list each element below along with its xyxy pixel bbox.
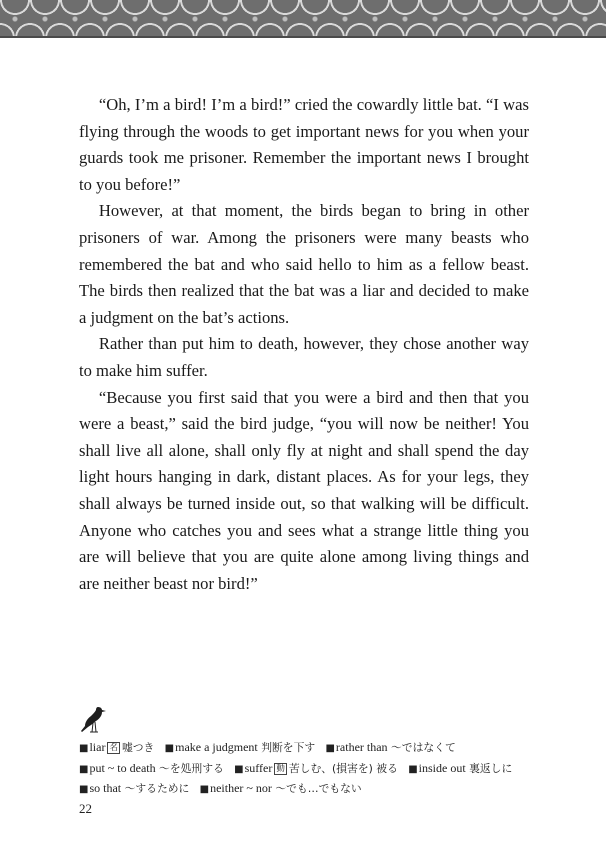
- glossary-item: ■ inside out 裏返しに: [408, 762, 512, 775]
- story-text: [79, 92, 529, 597]
- glossary-item: ■ so that 〜するために: [79, 782, 189, 795]
- glossary-item: ■ suffer 動 苦しむ、(損害を) 被る: [234, 762, 398, 775]
- glossary-item: ■ make a judgment 判断を下す: [165, 741, 316, 754]
- paragraph: Rather than put him to death, however, they chose another way to make him suffer.: [79, 334, 529, 380]
- bird-icon: [78, 704, 108, 736]
- paragraph: “Oh, I’m a bird! I’m a bird!” cried the cowardly little bat. “I was flying through the woods to get important news for you when your guards took me prisoner. Remember the important news I brought to you before!”: [79, 95, 529, 194]
- glossary-item: ■ liar 名 嘘つき: [79, 741, 154, 754]
- glossary-item: ■ rather than 〜ではなくて: [325, 741, 455, 754]
- glossary-item: ■ put ~ to death 〜を処刑する: [79, 762, 224, 775]
- header-pattern-band: [0, 0, 606, 38]
- vocabulary-glossary: [79, 738, 531, 800]
- paragraph: “Because you first said that you were a bird and then that you were a beast,” said the bird judge, “you will now be neither! You shall live all alone, shall only fly at night and shall spend the day light hours hanging in dark, distant places. As for your legs, they shall always be turned inside out, so that walking will be difficult. Anyone who catches you and sees what a strange little thing you are will believe that you are quite alone among living things and are neither beast nor bird!”: [79, 387, 529, 593]
- glossary-item: ■ neither ~ nor 〜でも…でもない: [200, 782, 362, 795]
- page-number: 22: [79, 801, 92, 816]
- paragraph: However, at that moment, the birds began to bring in other prisoners of war. Among the prisoners were many beasts who remembered the bat and who said hello to him as a fellow beast. The birds then realized that the bat was a liar and decided to make a judgment on the bat’s actions.: [79, 201, 529, 327]
